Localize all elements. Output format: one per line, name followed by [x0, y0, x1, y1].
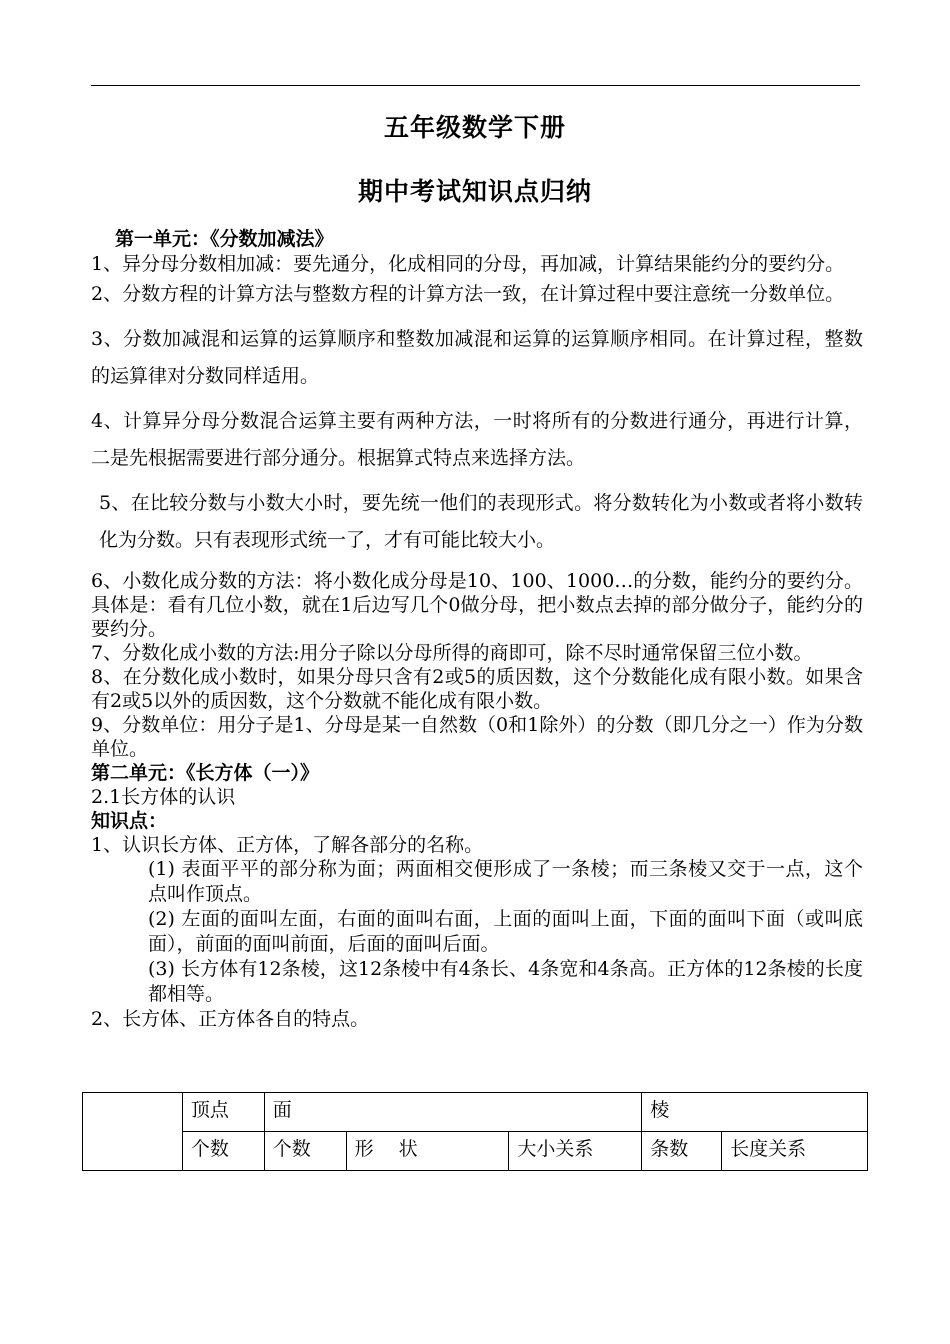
features-table — [82, 1092, 868, 1171]
subheader-face-count: 个数 — [264, 1132, 346, 1171]
page-title: 五年级数学下册 — [383, 113, 566, 142]
unit1-point-7: 7、分数化成小数的方法:用分子除以分母所得的商即可，除不尽时通常保留三位小数。 — [91, 642, 813, 664]
subheader-size: 大小关系 — [509, 1132, 642, 1171]
unit1-point-6: 6、小数化成分数的方法：将小数化成分母是10、100、1000…的分数，能约分的要约分。具体是：看有几位小数，就在1后边写几个0做分母，把小数点去掉的部分做分子，能约分的要约分。 — [91, 570, 863, 640]
subheader-length: 长度关系 — [722, 1132, 868, 1171]
table-corner-cell — [83, 1093, 183, 1171]
unit1-point-8: 8、在分数化成小数时，如果分母只含有2或5的质因数，这个分数能化成有限小数。如果含有2或5以外的质因数，这个分数就不能化成有限小数。 — [91, 666, 863, 712]
unit2-subpoint-3: (3) 长方体有12条棱，这12条棱中有4条长、4条宽和4条高。正方体的12条棱的长度都相等。 — [148, 958, 863, 1005]
header-edge: 棱 — [642, 1093, 868, 1132]
subheader-edge-count: 条数 — [642, 1132, 722, 1171]
knowledge-label: 知识点： — [91, 810, 168, 832]
header-rule — [91, 85, 860, 86]
header-vertex: 顶点 — [182, 1093, 264, 1132]
document-body — [91, 226, 863, 1031]
table-subheader-row — [83, 1132, 868, 1171]
unit1-heading: 第一单元：《分数加减法》 — [115, 228, 334, 250]
unit2-section: 2.1长方体的认识 — [91, 786, 236, 808]
unit2-subpoint-1: (1) 表面平平的部分称为面；两面相交便形成了一条棱；而三条棱又交于一点，这个点叫作顶点。 — [148, 858, 863, 905]
unit1-point-3: 3、分数加减混和运算的运算顺序和整数加减混和运算的运算顺序相同。在计算过程，整数的运算律对分数同样适用。 — [91, 328, 863, 387]
unit1-point-2: 2、分数方程的计算方法与整数方程的计算方法一致，在计算过程中要注意统一分数单位。 — [91, 283, 845, 305]
header-face: 面 — [264, 1093, 642, 1132]
unit1-point-1: 1、异分母分数相加减：要先通分，化成相同的分母，再加减，计算结果能约分的要约分。 — [91, 253, 845, 275]
subheader-vertex-count: 个数 — [182, 1132, 264, 1171]
unit2-heading: 第二单元：《长方体（一）》 — [91, 762, 320, 784]
unit2-point-1: 1、认识长方体、正方体，了解各部分的名称。 — [91, 834, 484, 856]
page-subtitle: 期中考试知识点归纳 — [357, 177, 592, 206]
unit2-subpoint-2: (2) 左面的面叫左面，右面的面叫右面，上面的面叫上面，下面的面叫下面（或叫底面），前面的面叫前面，后面的面叫后面。 — [148, 908, 863, 955]
subheader-shape: 形 状 — [346, 1132, 509, 1171]
unit1-point-4: 4、计算异分母分数混合运算主要有两种方法，一时将所有的分数进行通分，再进行计算，二是先根据需要进行部分通分。根据算式特点来选择方法。 — [91, 410, 863, 469]
unit1-point-5: 5、在比较分数与小数大小时，要先统一他们的表现形式。将分数转化为小数或者将小数转化为分数。只有表现形式统一了，才有可能比较大小。 — [99, 492, 863, 551]
table-header-row — [83, 1093, 868, 1132]
unit1-point-9: 9、分数单位：用分子是1、分母是某一自然数（0和1除外）的分数（即几分之一）作为分数单位。 — [91, 714, 863, 760]
unit2-point-2: 2、长方体、正方体各自的特点。 — [91, 1008, 370, 1030]
